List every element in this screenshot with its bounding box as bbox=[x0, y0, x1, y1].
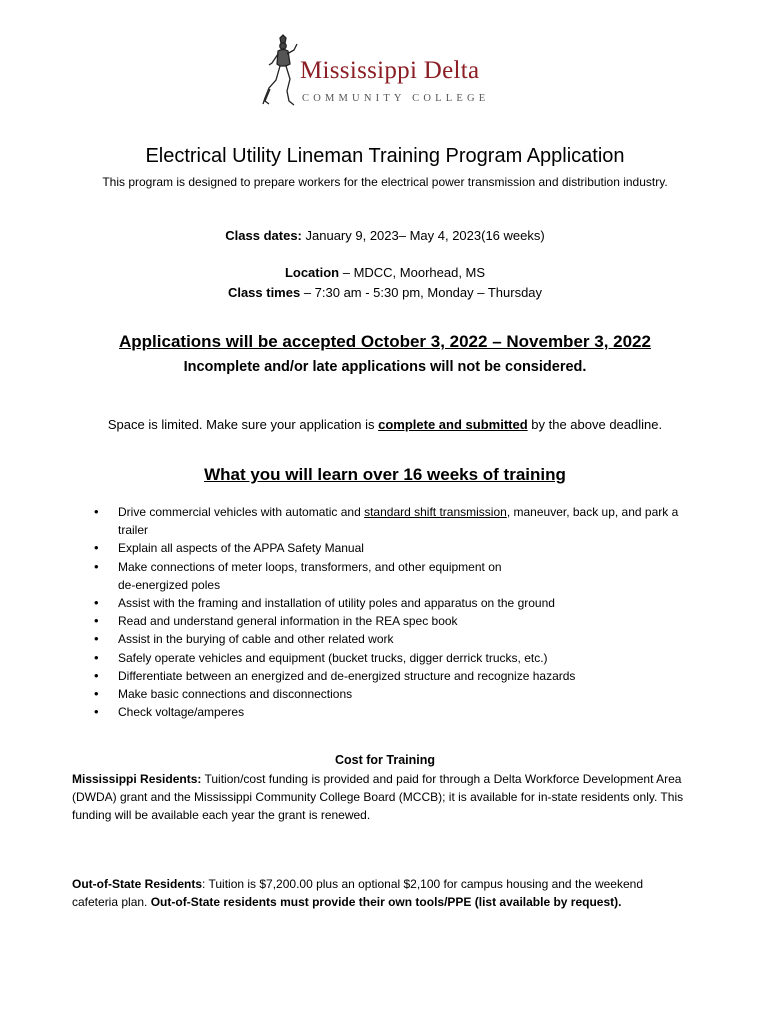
list-item bbox=[92, 503, 692, 539]
class-times bbox=[0, 285, 770, 300]
college-logo bbox=[262, 34, 492, 108]
application-deadline: Applications will be accepted October 3, 2022 – November 3, 2022 bbox=[119, 332, 651, 351]
oos-residents-bold: Out-of-State residents must provide their own tools/PPE (list available by request). bbox=[150, 895, 622, 909]
class-dates-label: Class dates: bbox=[225, 228, 302, 243]
class-times-label: Class times bbox=[227, 285, 301, 300]
page-title: Electrical Utility Lineman Training Program Application bbox=[145, 145, 625, 167]
ms-residents-label: Mississippi Residents: bbox=[72, 772, 202, 786]
program-intro: This program is designed to prepare workers for the electrical power transmission and distribution industry. bbox=[102, 175, 668, 189]
list-item bbox=[92, 558, 692, 594]
list-item: • Safely operate vehicles and equipment (bucket trucks, digger derrick trucks, etc.) bbox=[92, 649, 692, 667]
oos-residents-text: : Tuition is $7,200.00 plus an optional $2,100 for campus housing and the weekend cafeteria plan. bbox=[72, 877, 643, 909]
list-item-text: de-energized poles bbox=[118, 577, 221, 592]
space-notice-emphasis: complete and submitted bbox=[378, 417, 528, 432]
space-notice-text: Space is limited. Make sure your application is bbox=[107, 417, 379, 432]
list-item: • Check voltage/amperes bbox=[92, 703, 692, 721]
space-notice bbox=[0, 417, 770, 432]
location-value: – MDCC, Moorhead, MS bbox=[339, 265, 486, 280]
class-times-value: – 7:30 am - 5:30 pm, Monday – Thursday bbox=[300, 285, 543, 300]
oos-residents-paragraph bbox=[72, 875, 692, 911]
ms-residents-text: Tuition/cost funding is provided and paid for through a Delta Workforce Development Area (DWDA) grant and the Mississippi Community College Board (MCCB); it is available for in-state residents only. This funding will be available each year the grant is renewed. bbox=[72, 772, 684, 822]
list-item: • Assist in the burying of cable and other related work bbox=[92, 630, 692, 648]
class-dates-value: January 9, 2023– May 4, 2023(16 weeks) bbox=[301, 228, 545, 243]
list-item: • Read and understand general information in the REA spec book bbox=[92, 612, 692, 630]
oos-residents-label: Out-of-State Residents bbox=[72, 877, 203, 891]
list-item: • Explain all aspects of the APPA Safety Manual bbox=[92, 539, 692, 557]
location-label: Location bbox=[284, 265, 340, 280]
list-item-text: , maneuver, back up, and park a trailer bbox=[118, 505, 679, 538]
location bbox=[0, 265, 770, 280]
cost-heading: Cost for Training bbox=[335, 753, 435, 767]
learn-list bbox=[92, 503, 692, 721]
college-name: Mississippi Delta bbox=[300, 57, 480, 84]
list-item: • Make basic connections and disconnections bbox=[92, 685, 692, 703]
list-item-text: Make connections of meter loops, transformers, and other equipment on bbox=[118, 559, 502, 574]
list-item-text: Drive commercial vehicles with automatic and bbox=[118, 505, 365, 519]
mascot-icon bbox=[262, 34, 300, 108]
incomplete-notice: Incomplete and/or late applications will not be considered. bbox=[183, 359, 587, 375]
space-notice-end: by the above deadline. bbox=[527, 417, 663, 432]
list-item: • Differentiate between an energized and de-energized structure and recognize hazards bbox=[92, 667, 692, 685]
list-item-underlined: standard shift transmission bbox=[364, 505, 507, 519]
ms-residents-paragraph bbox=[72, 770, 692, 824]
list-item: • Assist with the framing and installation of utility poles and apparatus on the ground bbox=[92, 594, 692, 612]
learn-heading: What you will learn over 16 weeks of training bbox=[204, 465, 566, 484]
class-dates bbox=[0, 228, 770, 243]
college-subtitle: COMMUNITY COLLEGE bbox=[302, 93, 490, 104]
